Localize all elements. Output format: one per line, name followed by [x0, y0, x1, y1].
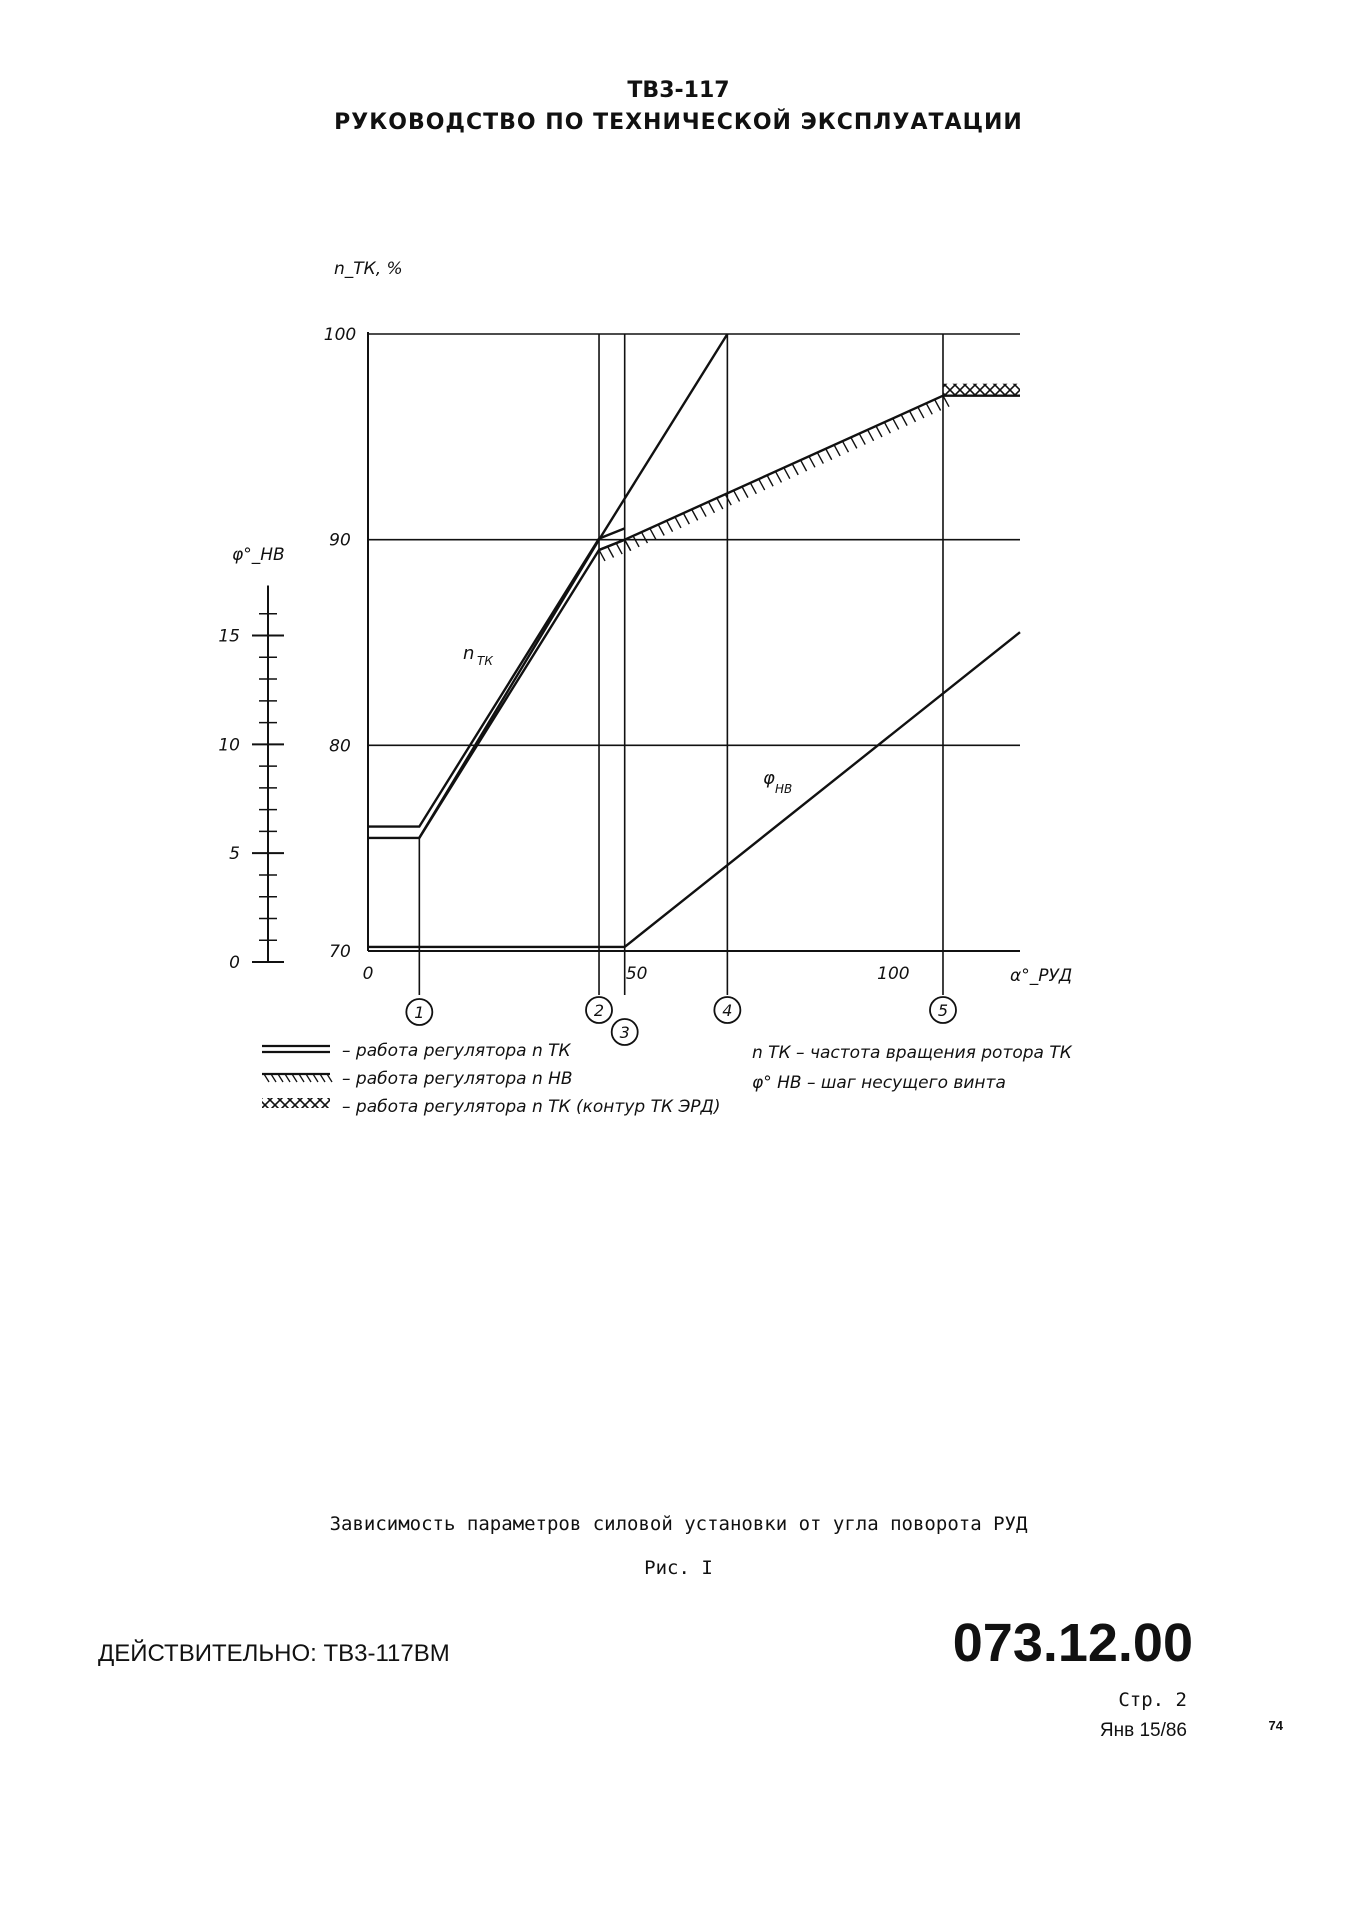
hatch-tick [893, 418, 899, 429]
hatch-tick [817, 453, 823, 464]
legend-hatch-tick [313, 1074, 318, 1082]
revision-date: Янв 15/86 [1099, 1720, 1187, 1741]
document-title: РУКОВОДСТВО ПО ТЕХНИЧЕСКОЙ ЭКСПЛУАТАЦИИ [334, 110, 1023, 135]
crosshatch-band [943, 384, 1020, 396]
definition-2: φ° НВ – шаг несущего винта [752, 1073, 1006, 1093]
page-number: Стр. 2 [1118, 1689, 1187, 1711]
hatch-tick [809, 456, 815, 467]
validity-note: ДЕЙСТВИТЕЛЬНО: ТВ3-117ВМ [98, 1640, 450, 1667]
hatch-tick [683, 513, 689, 524]
hatch-tick [801, 460, 807, 471]
figure-caption: Зависимость параметров силовой установки от угла поворота РУД [329, 1513, 1028, 1535]
hatch-tick [834, 445, 840, 456]
hatch-tick [859, 434, 865, 445]
hatch-tick [692, 509, 698, 520]
series-3-line [599, 396, 943, 550]
hatch-tick [742, 487, 748, 498]
legend-hatch-tick [320, 1074, 325, 1082]
series-label-phi-sub: НВ [775, 782, 793, 796]
hatch-tick [767, 475, 773, 486]
marker-label-2: 2 [593, 1001, 605, 1020]
hatch-tick [717, 498, 723, 509]
hatch-tick [700, 506, 706, 517]
legend-hatch-tick [271, 1074, 276, 1082]
series-2-line [419, 334, 727, 838]
marker-label-5: 5 [937, 1001, 949, 1020]
hatch-tick [784, 468, 790, 479]
legend-hatch-tick [285, 1074, 290, 1082]
hatch-tick [667, 521, 673, 532]
hatch-tick [708, 502, 714, 513]
y-tick-label-70: 70 [329, 942, 351, 962]
x-tick-label-0: 0 [362, 964, 374, 984]
hatch-tick [759, 479, 765, 490]
definition-1: n ТК – частота вращения ротора ТК [752, 1043, 1072, 1063]
x-axis-label: α°_РУД [1010, 966, 1073, 986]
legend-symbol-crosshatched [262, 1098, 330, 1108]
hatch-tick [926, 403, 932, 414]
legend-hatch-tick [292, 1074, 297, 1082]
hatch-tick [851, 437, 857, 448]
hatch-tick [909, 411, 915, 422]
hatch-tick [775, 471, 781, 482]
hatch-tick [876, 426, 882, 437]
document-code: ТВ3-117 [627, 78, 730, 103]
legend-text-1: – работа регулятора n ТК [342, 1041, 571, 1061]
hatch-tick [641, 532, 647, 543]
series-5-line [368, 632, 1020, 947]
y2-axis-label: φ°_НВ [232, 545, 285, 565]
marker-label-4: 4 [722, 1001, 733, 1020]
y-tick-label-100: 100 [323, 325, 357, 345]
hatch-tick [943, 396, 949, 407]
section-number: 073.12.00 [952, 1613, 1193, 1673]
hatch-tick [868, 430, 874, 441]
y2-tick-label-15: 15 [218, 626, 240, 647]
series-label-phi: φ [763, 768, 775, 789]
y-tick-label-80: 80 [329, 736, 351, 757]
x-tick-label-50: 50 [625, 964, 648, 984]
hatch-tick [918, 407, 924, 418]
y2-tick-label-10: 10 [218, 735, 240, 756]
marker-label-3: 3 [619, 1023, 630, 1042]
hatch-tick [725, 494, 731, 505]
hatch-tick [734, 490, 740, 501]
series-label-ntk-sub: ТК [477, 654, 493, 668]
hatch-tick [901, 415, 907, 426]
legend-hatch-tick [327, 1074, 332, 1082]
marker-label-1: 1 [414, 1003, 425, 1022]
series-label-ntk: n [463, 643, 475, 664]
hatch-tick [616, 543, 622, 554]
y-axis-label: n_ТК, % [334, 259, 403, 279]
series-1-line [368, 540, 625, 838]
hatch-tick [750, 483, 756, 494]
legend-text-2: – работа регулятора n НВ [342, 1069, 573, 1089]
legend-hatch-tick [278, 1074, 283, 1082]
y2-tick-label-5: 5 [229, 844, 240, 865]
hatch-tick [935, 399, 941, 410]
y2-tick-label-0: 0 [229, 953, 240, 973]
legend-hatch-tick [299, 1074, 304, 1082]
hatch-tick [884, 422, 890, 433]
hatch-tick [650, 528, 656, 539]
figure-number: Рис. I [644, 1557, 713, 1579]
hatch-tick [625, 540, 631, 551]
hatch-tick [658, 525, 664, 536]
hatch-tick [675, 517, 681, 528]
legend-hatch-tick [306, 1074, 311, 1082]
hatch-tick [826, 449, 832, 460]
hatch-tick [608, 547, 614, 558]
hatch-tick [599, 550, 605, 561]
hatch-tick [633, 536, 639, 547]
hatch-tick [842, 441, 848, 452]
series-1-line-second [368, 528, 625, 826]
legend-text-3: – работа регулятора n ТК (контур ТК ЭРД) [342, 1097, 721, 1117]
x-tick-label-100: 100 [877, 964, 910, 984]
sheet-number: 74 [1268, 1718, 1283, 1733]
hatch-tick [792, 464, 798, 475]
legend-hatch-tick [264, 1074, 269, 1082]
y-tick-label-90: 90 [329, 530, 351, 551]
